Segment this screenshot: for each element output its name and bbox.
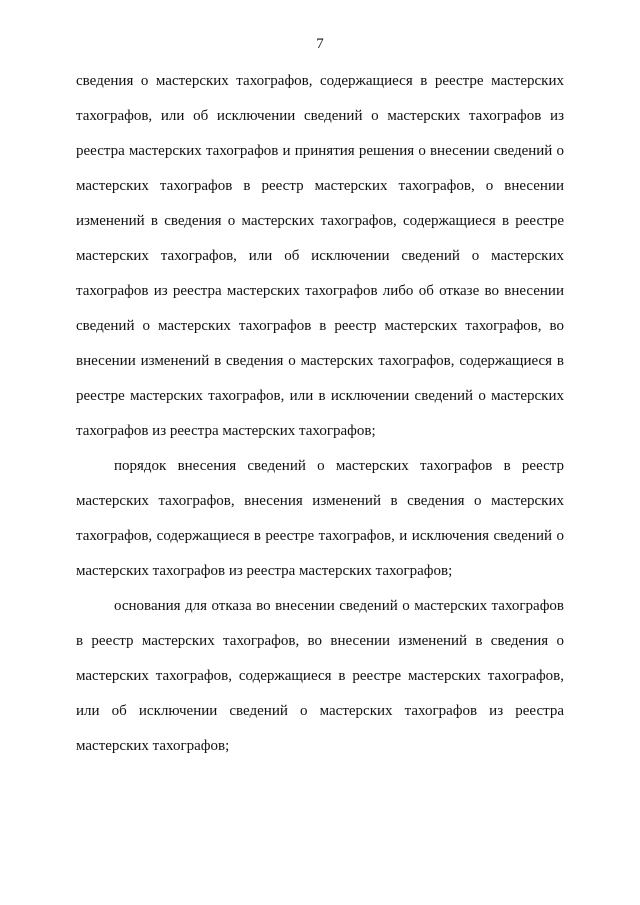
text-line: или об исключении сведений о мастерских тахографов из реестра [76,703,564,719]
paragraph-3 [76,589,564,764]
paragraph-2 [76,449,564,589]
text-line: изменений в сведения о мастерских тахографов, содержащиеся в реестре [76,213,564,229]
text-line: мастерских тахографов в реестр мастерских тахографов, о внесении [76,178,564,194]
text-line: мастерских тахографов, внесения изменений в сведения о мастерских [76,493,564,509]
text-line: реестре мастерских тахографов, или в исключении сведений о мастерских [76,388,564,404]
text-line: сведений о мастерских тахографов в реестр мастерских тахографов, во [76,318,564,334]
text-line: тахографов из реестра мастерских тахографов; [76,423,376,439]
text-line: тахографов, или об исключении сведений о мастерских тахографов из [76,108,564,124]
text-line: порядок внесения сведений о мастерских тахографов в реестр [114,458,564,474]
text-line: мастерских тахографов; [76,738,230,754]
page-number: 7 [316,36,324,52]
text-line: основания для отказа во внесении сведений о мастерских тахографов [114,598,564,614]
text-line: сведения о мастерских тахографов, содержащиеся в реестре мастерских [76,73,564,89]
text-line: тахографов из реестра мастерских тахографов либо об отказе во внесении [76,283,564,299]
text-line: тахографов, содержащиеся в реестре тахографов, и исключения сведений о [76,528,564,544]
paragraph-1 [76,64,564,449]
document-body [76,64,564,764]
text-line: мастерских тахографов, содержащиеся в реестре мастерских тахографов, [76,668,564,684]
text-line: в реестр мастерских тахографов, во внесении изменений в сведения о [76,633,564,649]
text-line: внесении изменений в сведения о мастерских тахографов, содержащиеся в [76,353,564,369]
text-line: реестра мастерских тахографов и принятия решения о внесении сведений о [76,143,564,159]
text-line: мастерских тахографов из реестра мастерских тахографов; [76,563,453,579]
text-line: мастерских тахографов, или об исключении сведений о мастерских [76,248,564,264]
